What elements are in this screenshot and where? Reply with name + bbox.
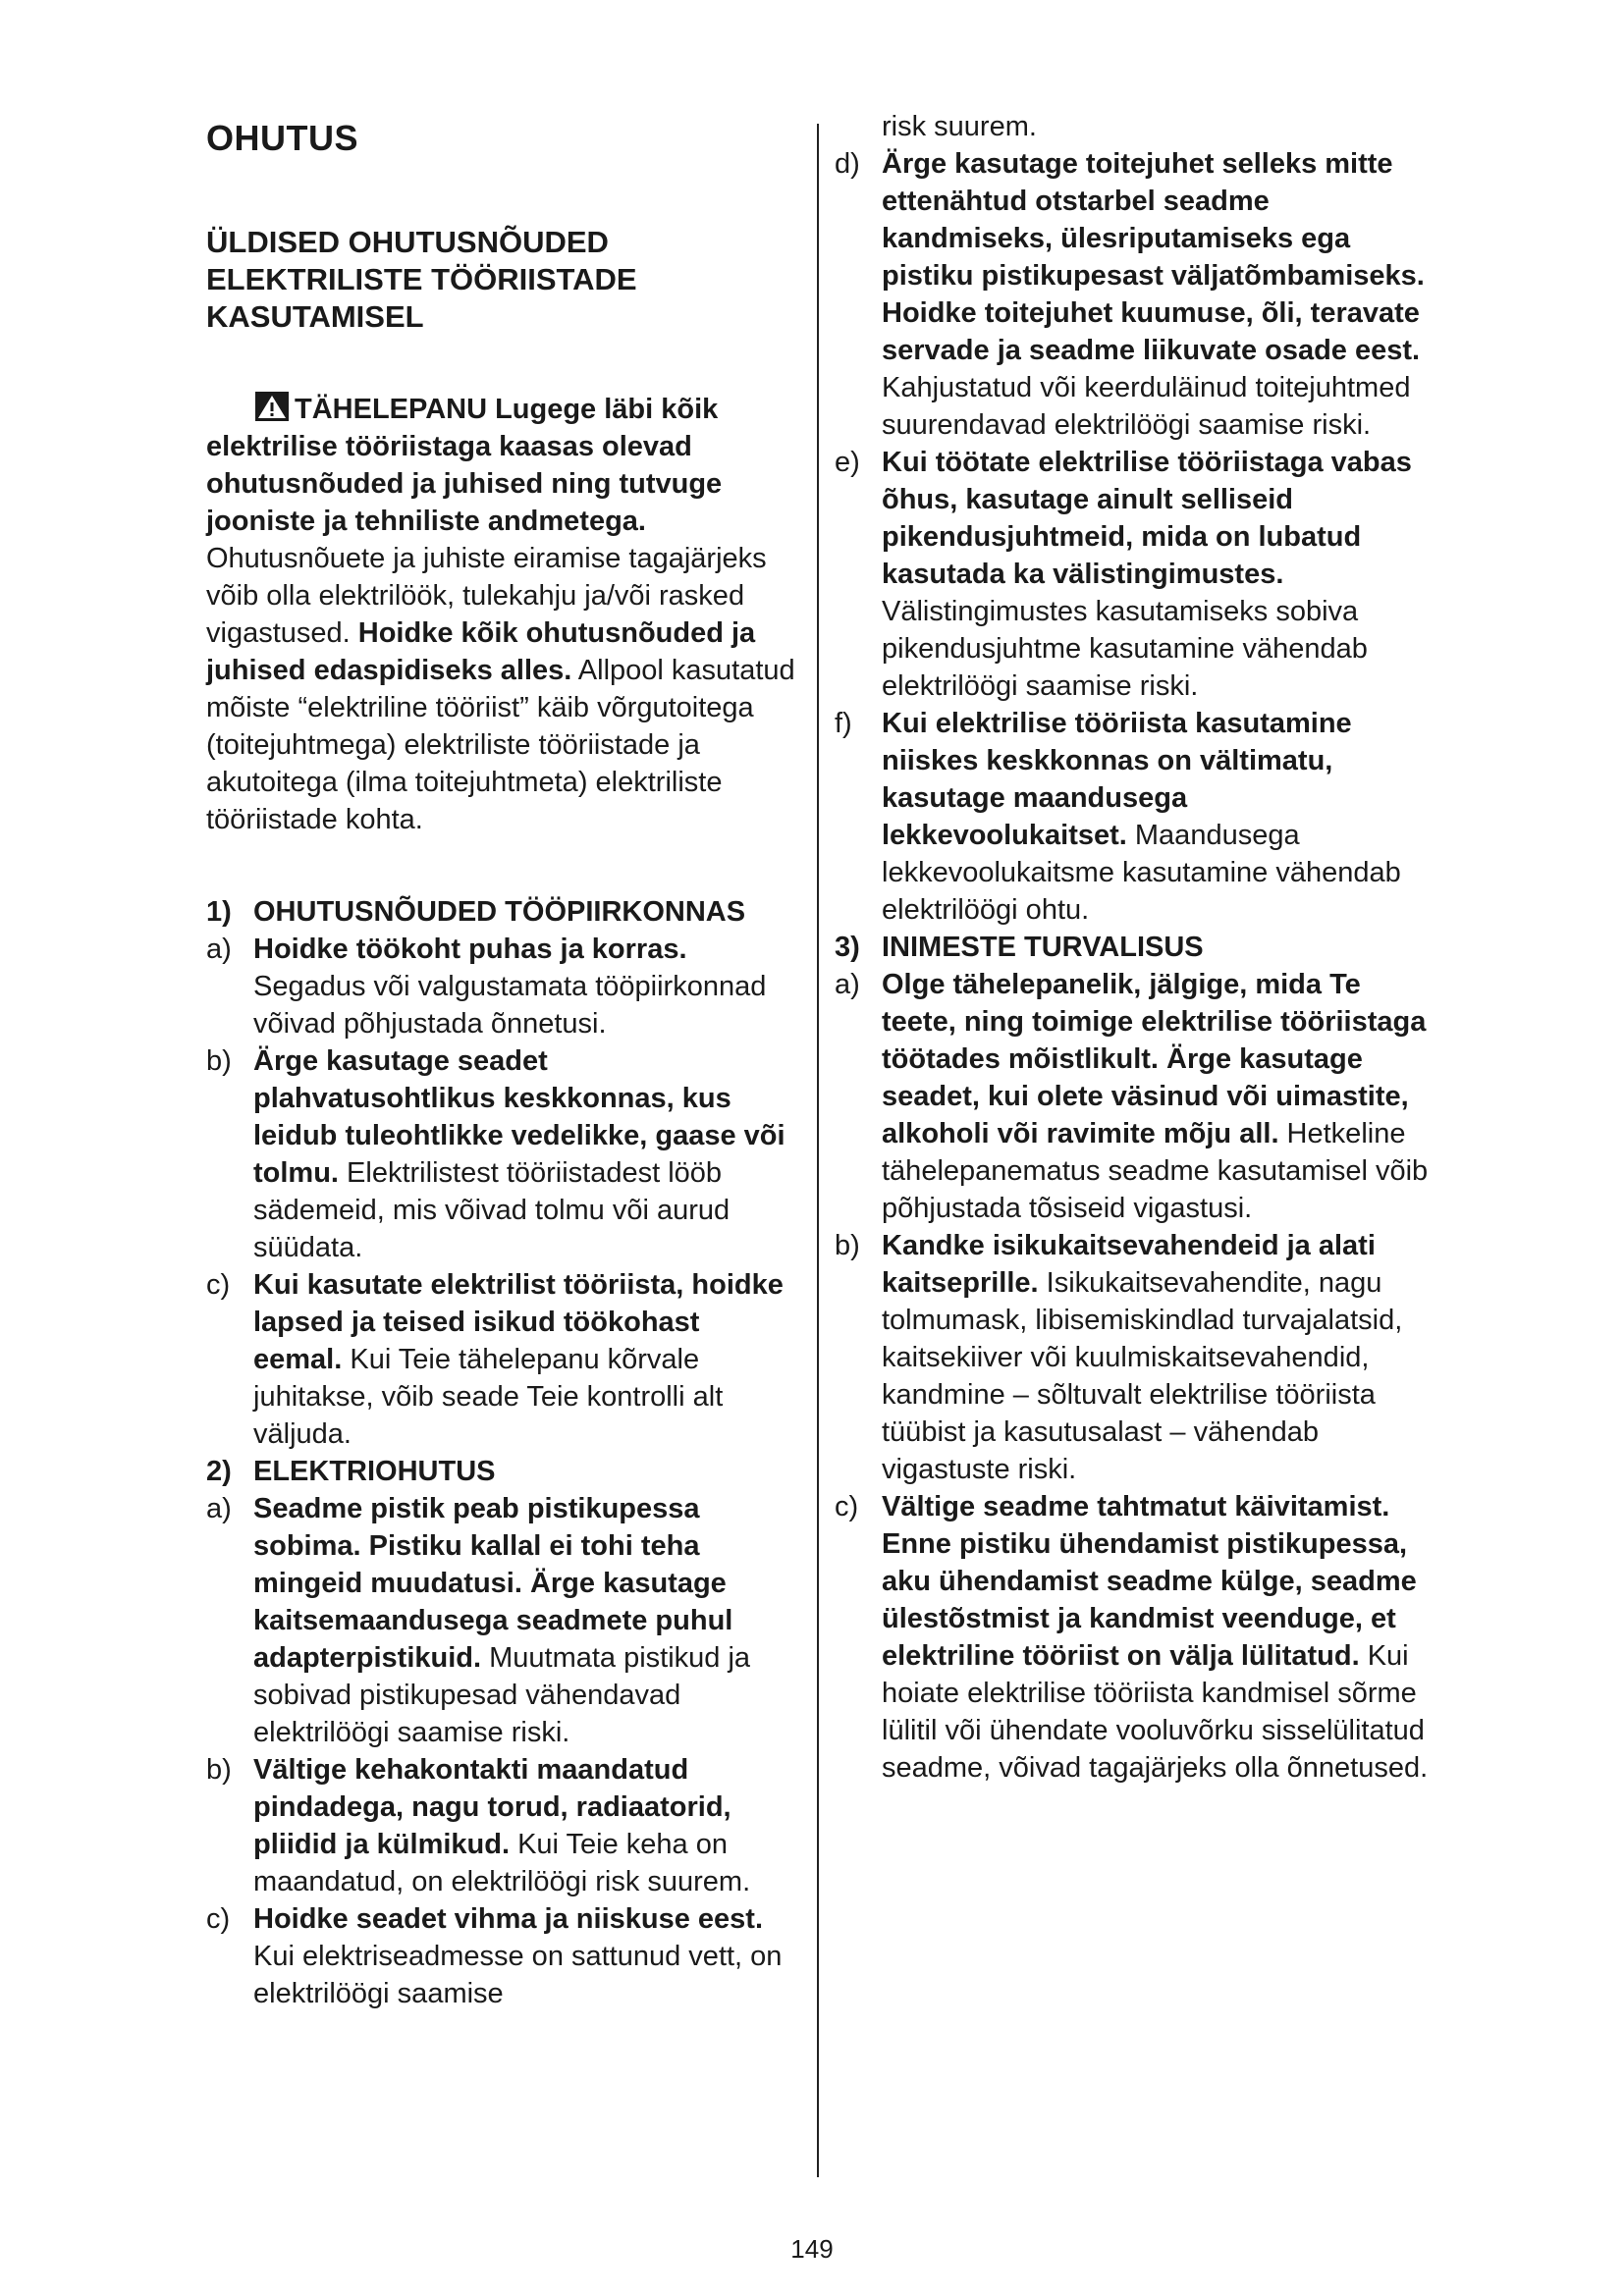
list-item: a) Olge tähelepanelik, jälgige, mida Te teete, ning toimige elektrilise tööriistaga töötades mõistlikult. Ärge kasutage seadet, kui olete väsinud või uimastite, alkoholi või ravimite mõju all. Hetkeline tähelepanematus seadme kasutamisel võib põhjustada tõsiseid vigastusi. — [835, 969, 1429, 1224]
warning-icon — [255, 392, 289, 421]
list-item: b) Vältige kehakontakti maandatud pindadega, nagu torud, radiaatorid, pliidid ja külmikud. Kui Teie keha on maandatud, on elektrilöögi risk suurem. — [206, 1754, 751, 1897]
list-item: c) Vältige seadme tahtmatut käivitamist. Enne pistiku ühendamist pistikupessa, aku ühendamist seadme külge, seadme ülestõstmist ja kandmist veenduge, et elektriline tööriist on välja lülitatud. Kui hoiate elektrilise tööriista kandmisel sõrme lülitil või ühendate vooluvõrku sisselülitatud seadme, võivad tagajärjeks olla õnnetused. — [835, 1491, 1429, 1784]
heading-electrical-safety: 2) ELEKTRIOHUTUS — [206, 1456, 496, 1487]
list-item: b) Ärge kasutage seadet plahvatusohtlikus keskkonnas, kus leidub tuleohtlikke vedelikke, gaase või tolmu. Elektrilistest tööriistadest lööb sädemeid, mis võivad tolmu või aurud süüdata. — [206, 1045, 785, 1263]
continuation-text: risk suurem. — [882, 111, 1037, 142]
list-item: a) Seadme pistik peab pistikupessa sobima. Pistiku kallal ei tohi teha mingeid muudatusi. Ärge kasutage kaitsemaandusega seadmete puhul adapterpistikuid. Muutmata pistikud ja sobivad pistikupesad vähendavad elektrilöögi saamise riski. — [206, 1493, 751, 1748]
warning-paragraph — [206, 391, 795, 838]
list-item: d) Ärge kasutage toitejuhet selleks mitte ettenähtud otstarbel seadme kandmiseks, ülesriputamiseks ega pistiku pistikupesast väljatõmbamiseks. Hoidke toitejuhet kuumuse, õli, teravate servade ja seadme liikuvate osade eest. Kahjustatud või keerduläinud toitejuhtmed suurendavad elektrilöögi saamise riski. — [835, 148, 1425, 441]
definition-text: Allpool kasutatud mõiste “elektriline tööriist” käib võrgutoitega (toitejuhtmega) elektriliste tööriistade ja akutoitega (ilma toitejuhtmeta) elektriliste tööriistade kohta. — [206, 655, 795, 835]
section-title: OHUTUS — [206, 118, 358, 158]
keep-instructions-text: Hoidke kõik ohutusnõuded ja juhised edaspidiseks alles. — [206, 617, 756, 686]
list-item: a) Hoidke töökoht puhas ja korras. Segadus või valgustamata tööpiirkonnad võivad põhjustada õnnetusi. — [206, 934, 767, 1040]
page-number: 149 — [790, 2234, 834, 2264]
heading-work-area: 1) OHUTUSNÕUDED TÖÖPIIRKONNAS — [206, 896, 746, 928]
list-item: c) Kui kasutate elektrilist tööriista, hoidke lapsed ja teised isikud töökohast eemal. Kui Teie tähelepanu kõrvale juhitakse, võib seade Teie kontrolli alt väljuda. — [206, 1269, 784, 1450]
warning-text: Ohutusnõuete ja juhiste eiramise tagajärjeks võib olla elektrilöök, tulekahju ja/või rasked vigastused. — [206, 543, 767, 649]
subsection-title: ÜLDISED OHUTUSNÕUDED ELEKTRILISTE TÖÖRIISTADE KASUTAMISEL — [206, 225, 637, 334]
list-item: f) Kui elektrilise tööriista kasutamine niiskes keskkonnas on vältimatu, kasutage maandusega lekkevoolukaitset. Maandusega lekkevoolukaitsme kasutamine vähendab elektrilöögi ohtu. — [835, 708, 1401, 926]
list-item: c) Hoidke seadet vihma ja niiskuse eest. Kui elektriseadmesse on sattunud vett, on elektrilöögi saamise — [206, 1903, 783, 2009]
list-item: e) Kui töötate elektrilise tööriistaga vabas õhus, kasutage ainult selliseid pikendusjuhtmeid, mida on lubatud kasutada ka välistingimustes. Välistingimustes kasutamiseks sobiva pikendusjuhtme kasutamine vähendab elektrilöögi saamise riski. — [835, 447, 1412, 702]
warning-bold-text: TÄHELEPANU Lugege läbi kõik elektrilise tööriistaga kaasas olevad ohutusnõuded ja juhised ning tutvuge jooniste ja tehniliste andmetega. — [206, 394, 723, 537]
right-column — [835, 108, 1429, 1787]
left-column — [206, 108, 795, 2012]
column-divider — [817, 124, 819, 2177]
list-item: b) Kandke isikukaitsevahendeid ja alati kaitseprille. Isikukaitsevahendite, nagu tolmumask, libisemiskindlad turvajalatsid, kaitsekiiver või kuulmiskaitsevahendid, kandmine – sõltuvalt elektrilise tööriista tüübist ja kasutusalast – vähendab vigastuste riski. — [835, 1230, 1403, 1485]
heading-personal-safety: 3) INIMESTE TURVALISUS — [835, 932, 1204, 963]
